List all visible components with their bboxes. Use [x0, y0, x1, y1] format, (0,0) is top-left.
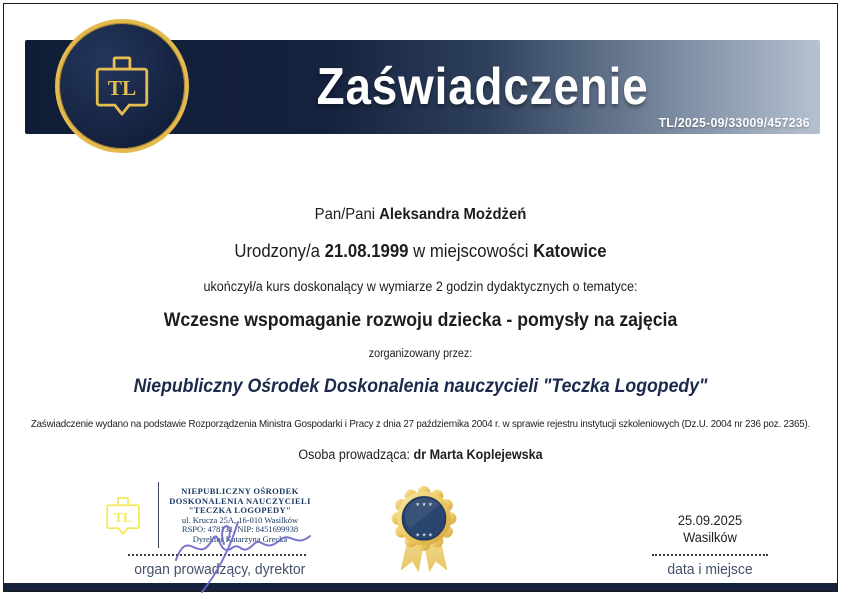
date-dotted-line	[652, 554, 768, 556]
tl-logo-badge	[55, 19, 189, 153]
recipient-name: Aleksandra Możdżeń	[379, 206, 527, 223]
course-title: Wczesne wspomaganie rozwoju dziecka - pomysły na zajęcia	[163, 310, 678, 331]
recipient-prefix: Pan/Pani	[314, 206, 376, 223]
stamp-director: Dyrektor Katarzyna Grecka	[192, 533, 288, 544]
left-caption: organ prowadzący, dyrektor	[134, 561, 306, 578]
legal-basis-text: Zaświadczenie wydano na podstawie Rozporządzenia Ministra Gospodarki i Pracy z dnia 27 października 2004 r. w sprawie rejestru instytucji szkoleniowych (Dz.U. 2004 nr 236 poz. 2365).	[30, 418, 811, 430]
tl-monogram: TL	[113, 509, 133, 525]
rosette-stars-bottom: ★ ★ ★	[415, 532, 433, 539]
born-connector: w miejscowości	[413, 241, 529, 261]
organizer-name: Niepubliczny Ośrodek Doskonalenia nauczycieli "Teczka Logopedy"	[133, 376, 708, 397]
handwritten-signature	[168, 514, 318, 594]
stamp-tl-logo	[100, 492, 146, 545]
stamp-org-line3: "TECZKA LOGOPEDY"	[188, 505, 292, 516]
rosette-stars-top: ★ ★ ★	[415, 501, 433, 508]
right-caption: data i miejsce	[667, 561, 753, 578]
stamp-divider	[158, 482, 159, 548]
instructor-name: dr Marta Koplejewska	[413, 447, 543, 462]
instructor-line	[29, 447, 811, 462]
briefcase-tl-icon	[86, 50, 158, 122]
stamp-registry: RSPO: 478131, NIP: 8451699938	[181, 524, 299, 535]
certificate-number: TL/2025-09/33009/457236	[658, 115, 810, 130]
born-label: Urodzony/a	[234, 241, 320, 261]
stamp-address: ul. Krucza 25A, 16-010 Wasilków	[181, 514, 299, 525]
tl-monogram: TL	[107, 76, 137, 100]
date-place-block	[644, 512, 777, 546]
birth-place: Katowice	[533, 241, 607, 261]
completion-line: ukończył/a kurs doskonalący w wymiarze 2 godzin dydaktycznych o tematyce:	[203, 279, 638, 294]
bottom-accent-bar	[4, 583, 837, 591]
award-rosette-icon	[388, 481, 460, 586]
stamp-org-line2: DOSKONALENIA NAUCZYCIELI	[169, 495, 311, 506]
certificate-title: Zaświadczenie	[316, 58, 649, 116]
briefcase-tl-icon	[100, 492, 146, 540]
birth-line	[29, 241, 811, 262]
recipient-line	[29, 206, 811, 224]
birth-date: 21.08.1999	[324, 241, 409, 261]
issue-place: Wasilków	[683, 530, 737, 545]
stamp-org-line1: NIEPUBLICZNY OŚRODEK	[181, 486, 299, 496]
instructor-label: Osoba prowadząca:	[298, 447, 411, 462]
organized-by-label: zorganizowany przez:	[368, 348, 473, 360]
issue-date: 25.09.2025	[677, 513, 743, 528]
